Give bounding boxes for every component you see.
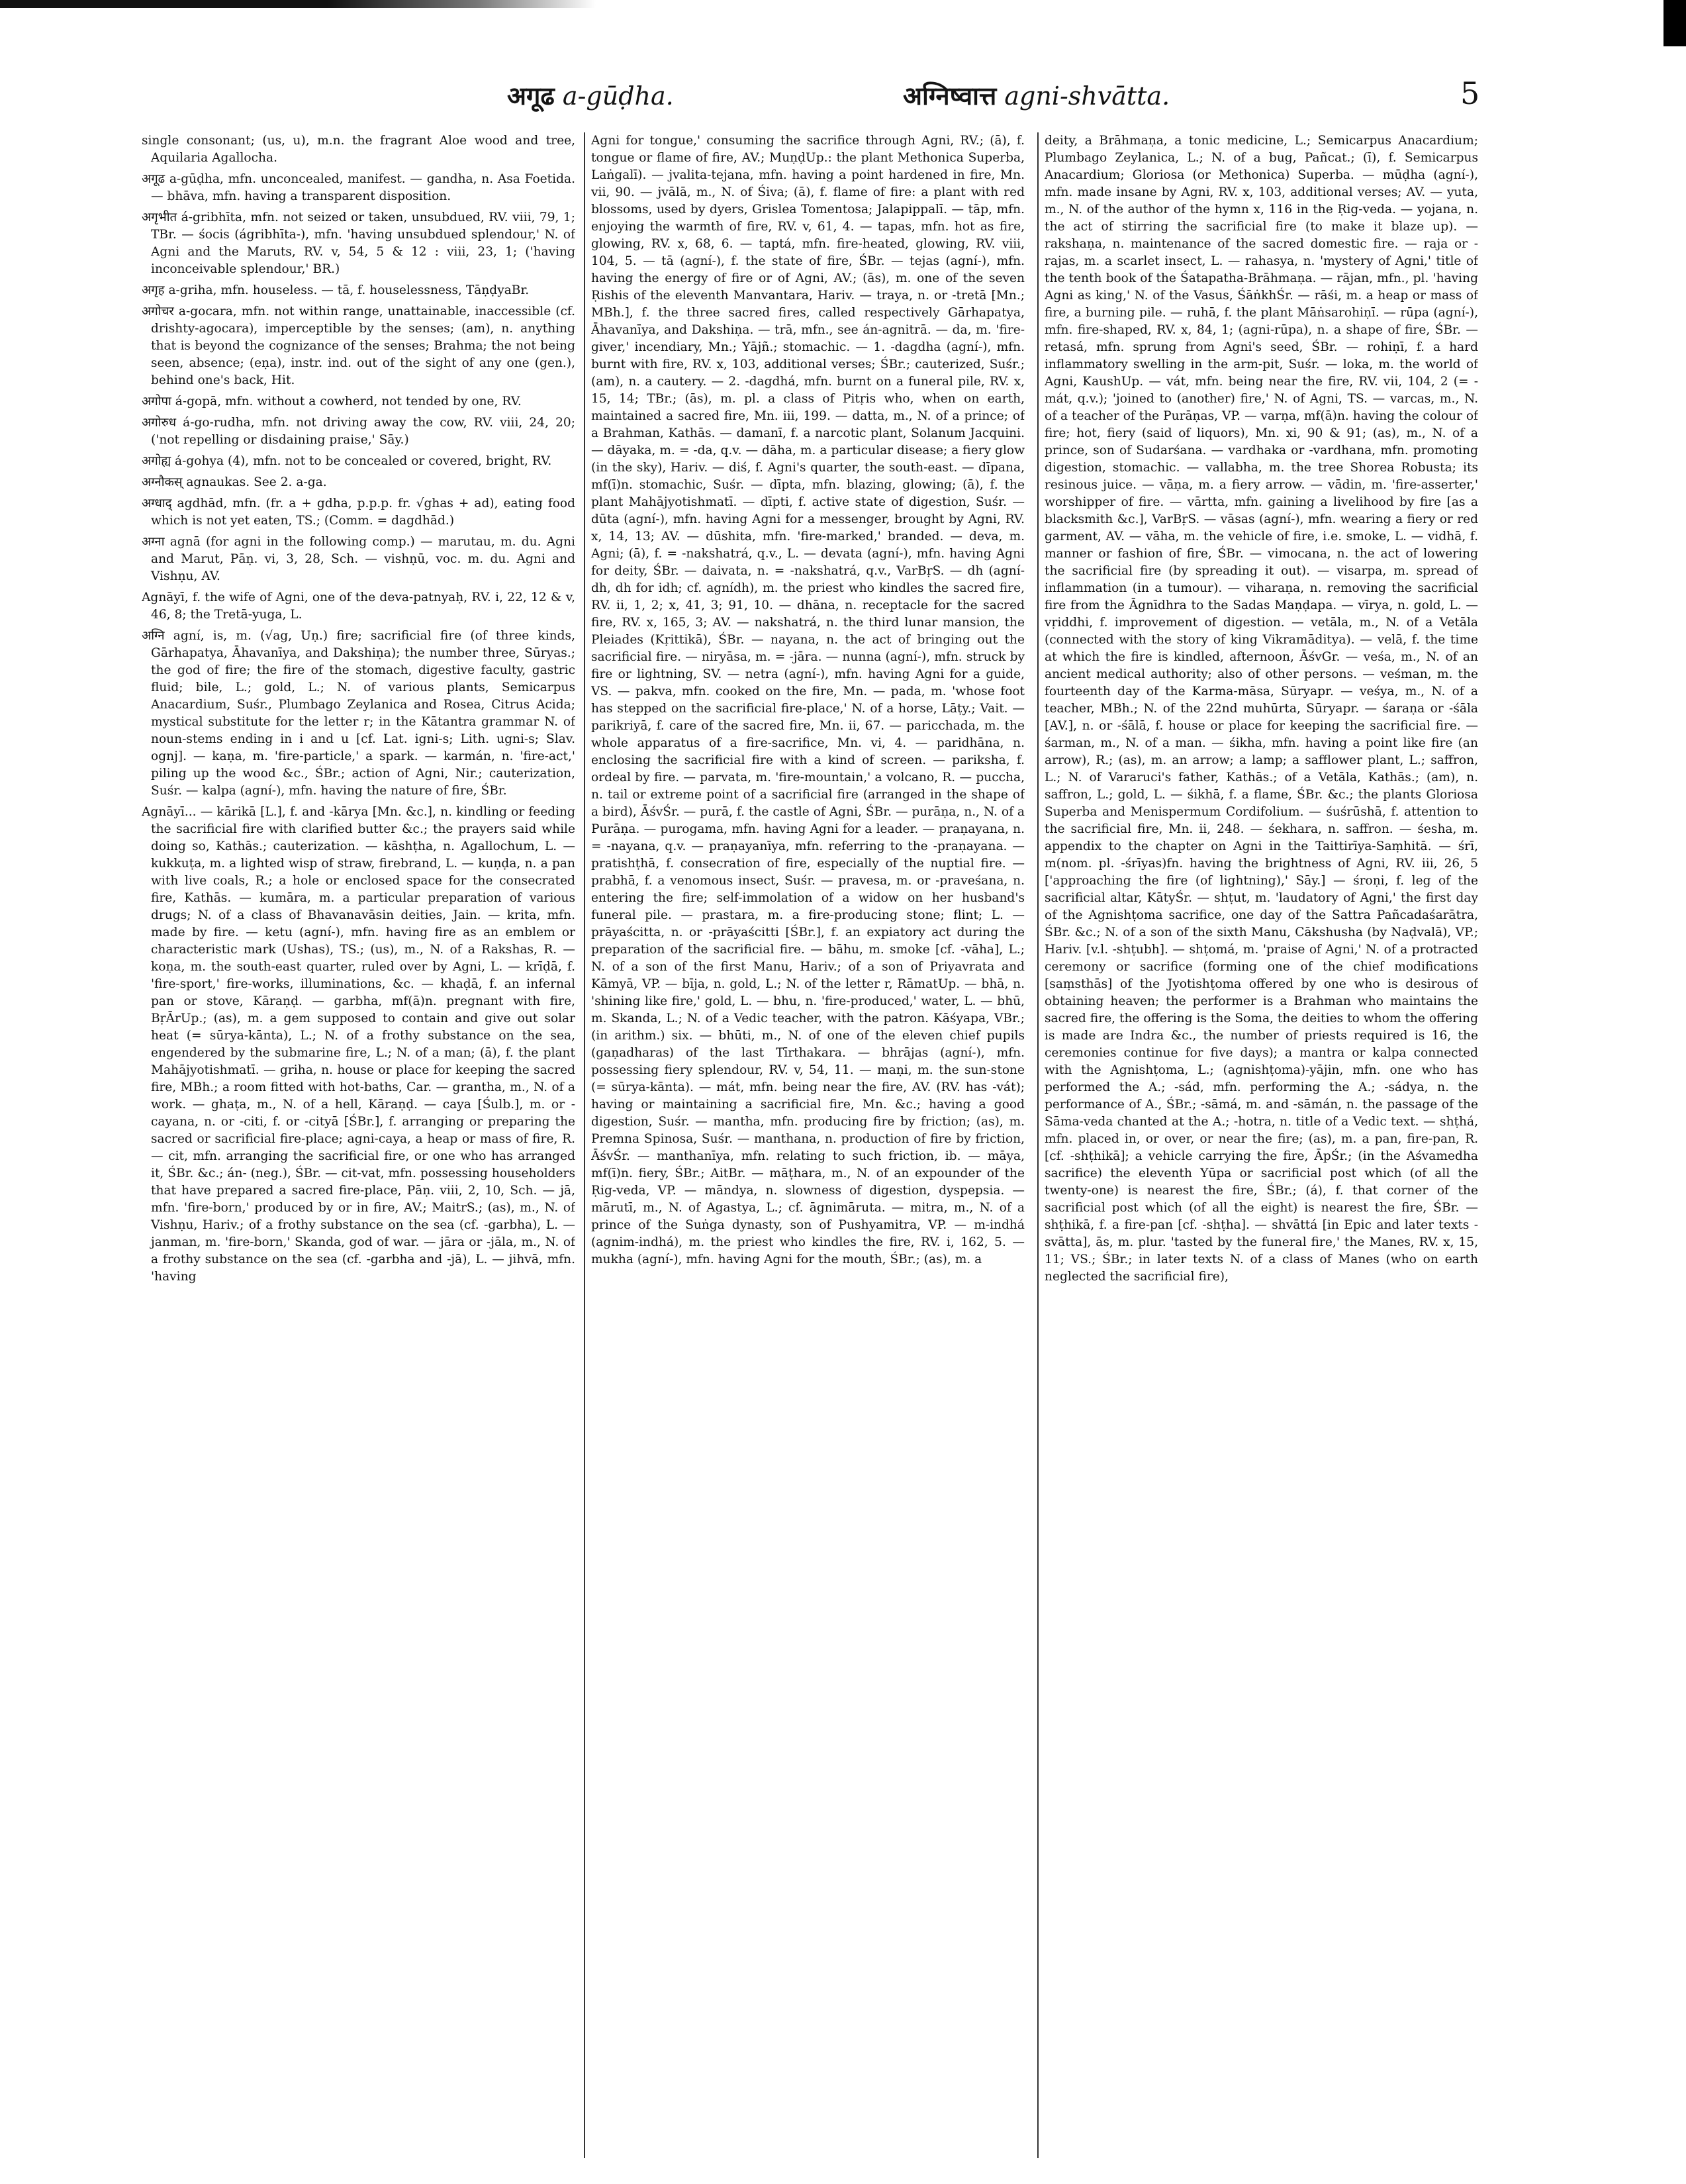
header-left-roman: a-gūḍha. <box>562 81 674 111</box>
dictionary-entry: Agni for tongue,' consuming the sacrifice through Agni, RV.; (ā), f. tongue or flame of fire, AV.; MuṇḍUp.: the plant Methonica Superba, Laṅgalī). — jvalita-tejana, mfn. having a point hardened in fire, Mn. vii, 90. — jvālā, m., N. of Śiva; (ā), f. flame of fire: a plant with red blossoms, used by dyers, Grislea Tomentosa; Jalapippalī. — tāp, mfn. enjoying the warmth of fire, RV. v, 61, 4. — tapas, mfn. hot as fire, glowing, RV. x, 68, 6. — taptá, mfn. fire-heated, glowing, RV. viii, 104, 5. — tā (agní-), f. the state of fire, ŚBr. — tejas (agní-), mfn. having the energy of fire or of Agni, AV.; (ās), m. one of the seven Ṛishis of the eleventh Manvantara, Hariv. — traya, n. or -tretā [Mn.; MBh.], f. the three sacred fires, called respectively Gārhapatya, Āhavanīya, and Dakshiṇa. — trā, mfn., see án-agnitrā. — da, m. 'fire-giver,' incendiary, Mn.; Yājñ.; stomachic. — 1. -dagdha (agní-), mfn. burnt with fire, RV. x, 103, additional verses; ŚBr.; cauterized, Suśr.; (am), n. a cautery. — 2. -dagdhá, mfn. burnt on a funeral pile, RV. x, 15, 14; TBr.; (ās), m. pl. a class of Pitṛis who, when on earth, maintained a sacred fire, Mn. iii, 199. — datta, m., N. of a prince; of a Brahman, Kathās. — damanī, f. a narcotic plant, Solanum Jacquini. — dāyaka, m. = -da, q.v. — dāha, m. a particular disease; a fiery glow (in the sky), Hariv. — diś, f. Agni's quarter, the south-east. — dīpana, mf(ī)n. stomachic, Suśr. — dīpta, mfn. blazing, glowing; (ā), f. the plant Mahājyotishmatī. — dīpti, f. active state of digestion, Suśr. — dūta (agní-), mfn. having Agni for a messenger, brought by Agni, RV. x, 14, 13; AV. — dūshita, mfn. 'fire-marked,' branded. — deva, m. Agni; (ā), f. = -nakshatrá, q.v., L. — devata (agní-), mfn. having Agni for deity, ŚBr. — daivata, n. = -nakshatrá, q.v., VarBṛS. — dh (agní-dh, dh for idh; cf. agnídh), m. the priest who kindles the sacred fire, RV. ii, 1, 2; x, 41, 3; 91, 10. — dhāna, n. receptacle for the sacred fire, RV. x, 165, 3; AV. — nakshatrá, n. the third lunar mansion, the Pleiades (Kṛittikā), ŚBr. — nayana, n. the act of bringing out the sacrificial fire. — niryāsa, m. = -jāra. — nunna (agní-), mfn. struck by fire or lightning, SV. — netra (agní-), mfn. having Agni for a guide, VS. — pakva, mfn. cooked on the fire, Mn. — pada, m. 'whose foot has stepped on the sacrificial fire-place,' N. of a horse, Lāṭy.; Vait. — parikriyā, f. care of the sacred fire, Mn. ii, 67. — paricchada, m. the whole apparatus of a fire-sacrifice, Mn. vi, 4. — paridhāna, n. enclosing the sacrificial fire with a kind of screen. — pariksha, f. ordeal by fire. — parvata, m. 'fire-mountain,' a volcano, R. — puccha, n. tail or extreme point of a sacrificial fire (arranged in the shape of a bird), ĀśvŚr. — purā, f. the castle of Agni, ŚBr. — purāṇa, n., N. of a Purāṇa. — purogama, mfn. having Agni for a leader. — praṇayana, n. = -nayana, q.v. — praṇayanīya, mfn. referring to the -praṇayana. — pratishṭhā, f. consecration of fire, especially of the nuptial fire. — prabhā, f. a venomous insect, Suśr. — pravesa, m. or -praveśana, n. entering the fire; self-immolation of a widow on her husband's funeral pile. — prastara, m. a fire-producing stone; flint; L. — prāyaścitta, n. or -prāyaścitti [ŚBr.], f. an expiatory act during the preparation of the sacrificial fire. — bāhu, m. smoke [cf. -vāha], L.; N. of a son of the first Manu, Hariv.; of a son of Priyavrata and Kāmyā, VP. — bīja, n. gold, L.; N. of the letter r, RāmatUp. — bhā, n. 'shining like fire,' gold, L. — bhu, n. 'fire-produced,' water, L. — bhū, m. Skanda, L.; N. of a Vedic teacher, with the patron. Kāśyapa, VBr.; (in arithm.) six. — bhūti, m., N. of one of the eleven chief pupils (gaṇadharas) of the last Tīrthakara. — bhrājas (agní-), mfn. possessing fiery splendour, RV. v, 54, 11. — maṇi, m. the sun-stone (= sūrya-kānta). — mát, mfn. being near the fire, AV. (RV. has -vát); having or maintaining a sacrificial fire, Mn. &c.; having a good digestion, Suśr. — mantha, mfn. producing fire by friction; (as), m. Premna Spinosa, Suśr. — manthana, n. production of fire by friction, ĀśvŚr. — manthanīya, mfn. relating to such friction, ib. — māya, mf(ī)n. fiery, ŚBr.; AitBr. — māṭhara, m., N. of an expounder of the Ṛig-veda, VP. — māndya, n. slowness of digestion, dyspepsia. — mārutī, m., N. of Agastya, L.; cf. āgnimāruta. — mitra, m., N. of a prince of the Suṅga dynasty, son of Pushyamitra, VP. — m-indhá (agnim-indhá), m. the priest who kindles the fire, RV. i, 162, 5. — mukha (agní-), mfn. having Agni for the mouth, ŚBr.; (as), m. a <box>591 134 1025 1266</box>
dictionary-column-1 <box>142 132 575 2158</box>
dictionary-entry: अगृभीत á-gribhīta, mfn. not seized or taken, unsubdued, RV. viii, 79, 1; TBr. — śocis (ágribhīta-), mfn. 'having unsubdued splendour,' N. of Agni and the Maruts, RV. v, 54, 5 & 12 : viii, 23, 1; ('having inconceivable splendour,' BR.) <box>142 211 575 276</box>
dictionary-entry: अगृह a-griha, mfn. houseless. — tā, f. houselessness, TāṇḍyaBr. <box>142 283 530 297</box>
dictionary-entry: single consonant; (us, u), m.n. the fragrant Aloe wood and tree, Aquilaria Agallocha. <box>142 134 575 165</box>
dictionary-column-3 <box>1045 132 1478 2158</box>
header-right-devanagari: अग्निष्वात्त <box>903 81 997 111</box>
dictionary-entry: अग्धाद् agdhād, mfn. (fr. a + gdha, p.p.p. fr. √ghas + ad), eating food which is not yet eaten, TS.; (Comm. = dagdhād.) <box>142 497 575 528</box>
header-left <box>507 78 674 113</box>
header-right-roman: agni-shvātta. <box>1004 81 1170 111</box>
column-divider <box>1037 132 1039 2158</box>
dictionary-entry: अग्नि agní, is, m. (√ag, Uṇ.) fire; sacrificial fire (of three kinds, Gārhapatya, Āhavanīya, and Dakshiṇa); the number three, Sūryas.; the god of fire; the fire of the stomach, digestive faculty, gastric fluid; bile, L.; gold, L.; N. of various plants, Semicarpus Anacardium, Suśr., Plumbago Zeylanica and Rosea, Citrus Acida; mystical substitute for the letter r; in the Kātantra grammar N. of noun-stems ending in i and u [cf. Lat. igni-s; Lith. ugni-s; Slav. ognj]. — kaṇa, m. 'fire-particle,' a spark. — karmán, n. 'fire-act,' piling up the wood &c., ŚBr.; action of Agni, Nir.; cauterization, Suśr. — kalpa (agní-), mfn. having the nature of fire, ŚBr. <box>142 629 575 798</box>
scan-corner-mark <box>1663 0 1686 46</box>
dictionary-entry: Agnāyī... — kārikā [L.], f. and -kārya [Mn. &c.], n. kindling or feeding the sacrificial fire with clarified butter &c.; the prayers said while doing so, Kathās.; cauterization. — kāshṭha, n. Agallochum, L. — kukkuṭa, m. a lighted wisp of straw, firebrand, L. — kuṇḍa, n. a pan with live coals, R.; a hole or enclosed space for the consecrated fire, Kathās. — kumāra, m. a particular preparation of various drugs; N. of a class of Bhavanavāsin deities, Jain. — krita, mfn. made by fire. — ketu (agní-), mfn. having fire as an emblem or characteristic mark (Ushas), TS.; (us), m., N. of a Rakshas, R. — koṇa, m. the south-east quarter, ruled over by Agni, L. — krīḍā, f. 'fire-sport,' fire-works, illuminations, &c. — khaḍā, f. an infernal pan or stove, Kāraṇḍ. — garbha, mf(ā)n. pregnant with fire, BṛĀrUp.; (as), m. a gem supposed to contain and give out solar heat (= sūrya-kānta), L.; N. of a frothy substance on the sea, engendered by the submarine fire, L.; N. of a man; (ā), f. the plant Mahājyotishmatī. — griha, n. house or place for keeping the sacred fire, MBh.; a room fitted with hot-baths, Car. — grantha, m., N. of a work. — ghaṭa, m., N. of a hell, Kāraṇḍ. — caya [Śulb.], m. or -cayana, n. or -citi, f. or -cityā [ŚBr.], f. arranging or preparing the sacred or sacrificial fire-place; agni-caya, a heap or mass of fire, R. — cit, mfn. arranging the sacrificial fire, or one who has arranged it, ŚBr. &c.; án- (neg.), ŚBr. — cit-vat, mfn. possessing householders that have prepared a sacred fire-place, Pāṇ. viii, 2, 10, Sch. — jā, mfn. 'fire-born,' produced by or in fire, AV.; MaitrS.; (as), m., N. of Vishṇu, Hariv.; of a frothy substance on the sea (cf. -garbha), L. — janman, m. 'fire-born,' Skanda, god of war. — jāra or -jāla, m., N. of a frothy substance on the sea (cf. -garbha and -jā), L. — jihvā, mfn. 'having <box>142 805 575 1284</box>
page-header <box>0 75 1686 124</box>
dictionary-entry: अगूढ a-gūḍha, mfn. unconcealed, manifest. — gandha, n. Asa Foetida. — bhāva, mfn. having a transparent disposition. <box>142 172 575 203</box>
header-left-devanagari: अगूढ <box>507 81 555 111</box>
dictionary-entry: अगोह्य á-gohya (4), mfn. not to be concealed or covered, bright, RV. <box>142 454 552 468</box>
column-divider <box>584 132 585 2158</box>
dictionary-entry: Agnāyī, f. the wife of Agni, one of the deva-patnyaḥ, RV. i, 22, 12 & v, 46, 8; the Tretā-yuga, L. <box>142 591 575 622</box>
dictionary-entry: अगोरुध á-go-rudha, mfn. not driving away the cow, RV. viii, 24, 20; ('not repelling or disdaining praise,' Sāy.) <box>142 416 575 447</box>
dictionary-entry: अग्ना agnā (for agni in the following comp.) — marutau, m. du. Agni and Marut, Pāṇ. vi, 3, 28, Sch. — vishṇū, voc. m. du. Agni and Vishṇu, AV. <box>142 535 575 583</box>
dictionary-entry: अग्नौकस् agnaukas. See 2. a-ga. <box>142 475 327 489</box>
page-number: 5 <box>1460 75 1480 111</box>
scan-edge-bar <box>0 0 596 8</box>
dictionary-entry: deity, a Brāhmaṇa, a tonic medicine, L.; Semicarpus Anacardium; Plumbago Zeylanica, L.; N. of a bug, Pañcat.; (ī), f. Semicarpus Anacardium; Gloriosa (or Methonica) Superba. — mūḍha (agní-), mfn. made insane by Agni, RV. x, 103, additional verses; AV. — yuta, m., N. of the author of the hymn x, 116 in the Ṛig-veda. — yojana, n. the act of stirring the sacrificial fire (to make it blaze up). — rakshaṇa, n. maintenance of the sacred domestic fire. — raja or -rajas, m. a scarlet insect, L. — rahasya, n. 'mystery of Agni,' title of the tenth book of the Śatapatha-Brāhmaṇa. — rājan, mfn., pl. 'having Agni as king,' N. of the Vasus, ŚāṅkhŚr. — rāśi, m. a heap or mass of fire, a burning pile. — ruhā, f. the plant Māṅsarohiṇī. — rūpa (agní-), mfn. fire-shaped, RV. x, 84, 1; (agni-rūpa), n. a shape of fire, ŚBr. — retasá, mfn. sprung from Agni's seed, ŚBr. — rohiṇī, f. a hard inflammatory swelling in the arm-pit, Suśr. — loka, m. the world of Agni, KaushUp. — vát, mfn. being near the fire, RV. vii, 104, 2 (= -mát, q.v.); 'joined to (another) fire,' N. of Agni, TS. — varcas, m., N. of a teacher of the Purāṇas, VP. — varṇa, mf(ā)n. having the colour of fire; hot, fiery (said of liquors), Mn. xi, 90 & 91; (as), m., N. of a prince, son of Sudarśana. — vardhaka or -vardhana, mfn. promoting digestion, stomachic. — vallabha, m. the tree Shorea Robusta; its resinous juice. — vāṇa, m. a fiery arrow. — vādin, m. 'fire-asserter,' worshipper of fire. — vārtta, mfn. gaining a livelihood by fire [as a blacksmith &c.], VarBṛS. — vāsas (agní-), mfn. wearing a fiery or red garment, AV. — vāha, m. the vehicle of fire, i.e. smoke, L. — vidhā, f. manner or fashion of fire, ŚBr. — vimocana, n. the act of lowering the sacrificial fire (by spreading it out). — visarpa, m. spread of inflammation (in a tumour). — viharaṇa, n. removing the sacrificial fire from the Āgnīdhra to the Sadas Maṇḍapa. — vīrya, n. gold, L. — vṛiddhi, f. improvement of digestion. — vetāla, m., N. of a Vetāla (connected with the story of king Vikramāditya). — velā, f. the time at which the fire is kindled, afternoon, ĀśvGr. — veśa, m., N. of an ancient medical authority; also of other persons. — veśman, m. the fourteenth day of the Karma-māsa, Sūryapr. — veśya, m., N. of a teacher, MBh.; N. of the 22nd muhūrta, Sūryapr. — śaraṇa or -śāla [AV.], n. or -śālā, f. house or place for keeping the sacrificial fire. — śarman, m., N. of a man. — śikha, mfn. having a point like fire (an arrow), R.; (as), m. an arrow; a lamp; a safflower plant, L.; saffron, L.; N. of Vararuci's father, Kathās.; of a Vetāla, Kathās.; (am), n. saffron, L.; gold, L. — śikhā, f. a flame, ŚBr. &c.; the plants Gloriosa Superba and Menispermum Cordifolium. — śuśrūshā, f. attention to the sacrificial fire, Mn. ii, 248. — śekhara, n. saffron. — śesha, m. appendix to the chapter on Agni in the Taittirīya-Saṃhitā. — śrī, m(nom. pl. -śrīyas)fn. having the brightness of Agni, RV. iii, 26, 5 ['approaching the fire (of lightning),' Sāy.] — śroṇi, f. leg of the sacrificial altar, KātyŚr. — shṭut, m. 'laudatory of Agni,' the first day of the Agnishṭoma sacrifice, one day of the Sattra Pañcadaśarātra, ŚBr. &c.; N. of a son of the sixth Manu, Cākshusha (by Naḍvalā), VP.; Hariv. [v.l. -shṭubh]. — shṭomá, m. 'praise of Agni,' N. of a protracted ceremony or sacrifice (forming one of the chief modifications [saṃsthās] of the Jyotishṭoma offered by one who is desirous of obtaining heaven; the performer is a Brahman who maintains the sacred fire, the offering is the Soma, the deities to whom the offering is made are Indra &c., the number of priests required is 16, the ceremonies continue for five days); a mantra or kalpa connected with the Agnishṭoma, L.; (agnishṭoma)-yājin, mfn. one who has performed the A.; -sád, mfn. performing the A.; -sádya, n. the performance of A., ŚBr.; -sāmá, m. and -sāmán, n. the passage of the Sāma-veda chanted at the A.; -hotra, n. title of a Vedic text. — shṭhá, mfn. placed in, or over, or near the fire; (as), m. a pan, fire-pan, R. [cf. -shṭhikā]; a vehicle carrying the fire, ĀpŚr.; (in the Aśvamedha sacrifice) the eleventh Yūpa or sacrificial post which (of all the twenty-one) is nearest the fire, ŚBr.; (á), f. that corner of the sacrificial post which (of all the eight) is nearest the fire, ŚBr. — shṭhikā, f. a fire-pan [cf. -shṭha]. — shvāttá [in Epic and later texts -svātta], ās, m. plur. 'tasted by the funeral fire,' the Manes, RV. x, 15, 11; VS.; ŚBr.; in later texts N. of a class of Manes (who on earth neglected the sacrificial fire), <box>1045 134 1478 1284</box>
dictionary-entry: अगोचर a-gocara, mfn. not within range, unattainable, inaccessible (cf. drishty-agocara), imperceptible by the senses; (am), n. anything that is beyond the cognizance of the senses; Brahma; the not being seen, absence; (eṇa), instr. ind. out of the sight of any one (gen.), behind one's back, Hit. <box>142 305 575 387</box>
dictionary-entry: अगोपा á-gopā, mfn. without a cowherd, not tended by one, RV. <box>142 395 522 408</box>
header-right <box>903 78 1170 113</box>
dictionary-column-2 <box>591 132 1025 2158</box>
